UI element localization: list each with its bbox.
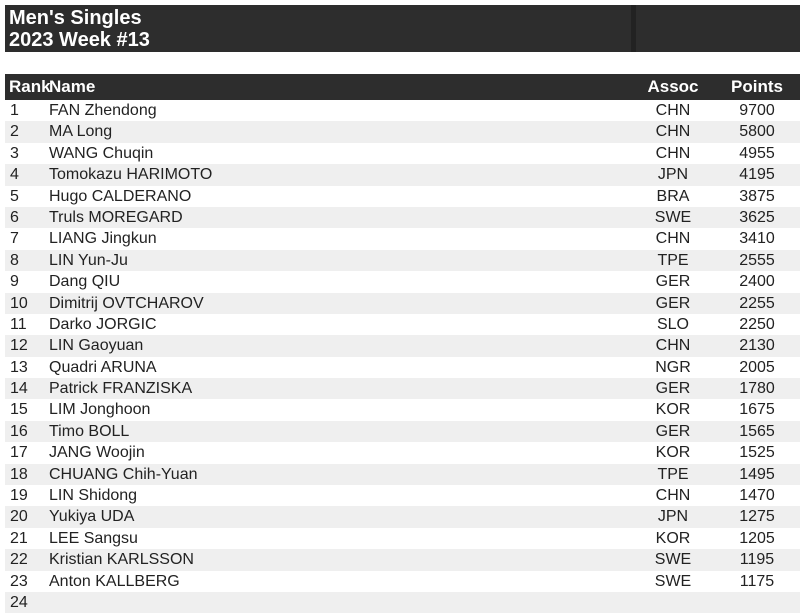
table-row[interactable] — [5, 357, 800, 378]
table-row[interactable] — [5, 228, 800, 249]
points-cell: 1495 — [739, 465, 775, 483]
rank-cell: 9 — [10, 273, 19, 291]
points-cell: 3410 — [739, 230, 775, 248]
page-title: Men's Singles — [9, 7, 142, 29]
points-cell: 3625 — [739, 208, 775, 226]
points-cell: 1780 — [739, 380, 775, 398]
rank-cell: 17 — [10, 444, 28, 462]
rank-cell: 7 — [10, 230, 19, 248]
table-row[interactable] — [5, 186, 800, 207]
rank-cell: 18 — [10, 465, 28, 483]
assoc-cell: JPN — [657, 508, 689, 526]
rank-cell: 20 — [10, 508, 28, 526]
name-cell: Yukiya UDA — [49, 508, 135, 526]
rank-cell: 6 — [10, 208, 19, 226]
table-row[interactable] — [5, 464, 800, 485]
assoc-cell: SWE — [654, 208, 692, 226]
table-row[interactable] — [5, 506, 800, 527]
table-row[interactable] — [5, 271, 800, 292]
points-cell: 1525 — [739, 444, 775, 462]
points-cell: 4955 — [739, 144, 775, 162]
rank-cell: 15 — [10, 401, 28, 419]
assoc-cell: TPE — [657, 465, 689, 483]
rank-cell: 16 — [10, 422, 28, 440]
table-row[interactable] — [5, 592, 800, 613]
table-row[interactable] — [5, 164, 800, 185]
points-cell: 4195 — [739, 166, 775, 184]
points-cell: 1470 — [739, 487, 775, 505]
points-cell: 3875 — [739, 187, 775, 205]
table-row[interactable] — [5, 314, 800, 335]
assoc-cell: CHN — [655, 102, 691, 119]
rank-cell: 19 — [10, 487, 28, 505]
table-row[interactable] — [5, 421, 800, 442]
points-cell: 5800 — [739, 123, 775, 141]
table-row[interactable] — [5, 335, 800, 356]
assoc-cell: CHN — [655, 337, 691, 355]
table-row[interactable] — [5, 549, 800, 570]
name-cell: JANG Woojin — [49, 444, 145, 462]
table-body — [5, 100, 800, 613]
assoc-cell: CHN — [655, 487, 691, 505]
assoc-cell: GER — [655, 380, 691, 398]
header-assoc[interactable]: Assoc — [647, 77, 699, 96]
rank-cell: 3 — [10, 144, 19, 162]
name-cell: Quadri ARUNA — [49, 358, 157, 376]
points-cell: 9700 — [739, 102, 775, 119]
points-cell: 2130 — [739, 337, 775, 355]
rank-cell: 1 — [10, 102, 19, 119]
name-cell: MA Long — [49, 123, 113, 141]
points-cell: 1275 — [739, 508, 775, 526]
rank-cell: 10 — [10, 294, 28, 312]
assoc-cell: NGR — [655, 358, 691, 376]
assoc-cell: BRA — [656, 187, 690, 205]
points-cell: 2400 — [739, 273, 775, 291]
assoc-cell: GER — [655, 273, 691, 291]
assoc-cell: GER — [655, 422, 691, 440]
name-cell: Kristian KARLSSON — [49, 551, 194, 569]
table-row[interactable] — [5, 571, 800, 592]
table-row[interactable] — [5, 485, 800, 506]
assoc-cell: JPN — [657, 166, 689, 184]
assoc-cell: TPE — [657, 251, 689, 269]
table-row[interactable] — [5, 121, 800, 142]
points-cell: 1565 — [739, 422, 775, 440]
name-cell: Truls MOREGARD — [49, 208, 183, 226]
assoc-cell: KOR — [655, 444, 691, 462]
assoc-cell: KOR — [655, 401, 691, 419]
name-cell: Anton KALLBERG — [49, 572, 180, 590]
name-cell: WANG Chuqin — [49, 144, 154, 162]
assoc-cell: KOR — [655, 529, 691, 547]
table-row[interactable] — [5, 100, 800, 121]
title-block — [5, 5, 800, 52]
name-cell: Darko JORGIC — [49, 315, 157, 333]
table-row[interactable] — [5, 207, 800, 228]
name-cell: LIN Yun-Ju — [49, 251, 128, 269]
rank-cell: 5 — [10, 187, 19, 205]
name-cell: LEE Sangsu — [49, 529, 138, 547]
assoc-cell: SWE — [654, 572, 692, 590]
points-cell: 2005 — [739, 358, 775, 376]
rank-cell: 24 — [10, 593, 28, 611]
rank-cell: 8 — [10, 251, 19, 269]
table-row[interactable] — [5, 143, 800, 164]
header-points[interactable]: Points — [731, 77, 783, 96]
rank-cell: 23 — [10, 572, 28, 590]
name-cell: Tomokazu HARIMOTO — [49, 166, 213, 184]
points-cell: 2255 — [739, 294, 775, 312]
name-cell: Patrick FRANZISKA — [49, 380, 193, 398]
table-row[interactable] — [5, 528, 800, 549]
rank-cell: 12 — [10, 337, 28, 355]
title-divider — [631, 5, 636, 52]
table-row[interactable] — [5, 378, 800, 399]
assoc-cell: SLO — [656, 315, 689, 333]
table-row[interactable] — [5, 250, 800, 271]
rank-cell: 13 — [10, 358, 28, 376]
points-cell: 1175 — [739, 572, 775, 590]
assoc-cell: CHN — [655, 144, 691, 162]
name-cell: LIANG Jingkun — [49, 230, 157, 248]
name-cell: CHUANG Chih-Yuan — [49, 465, 198, 483]
name-cell: Dang QIU — [49, 273, 121, 291]
header-name[interactable]: Name — [49, 77, 96, 96]
page-subtitle: 2023 Week #13 — [9, 29, 150, 51]
name-cell: LIN Gaoyuan — [49, 337, 144, 355]
name-cell: LIN Shidong — [49, 487, 138, 505]
rank-cell: 22 — [10, 551, 28, 569]
table-header — [5, 74, 800, 100]
table-row[interactable] — [5, 293, 800, 314]
assoc-cell: CHN — [655, 230, 691, 248]
rank-cell: 4 — [10, 166, 19, 184]
rank-cell: 2 — [10, 123, 19, 141]
name-cell: FAN Zhendong — [49, 102, 157, 119]
assoc-cell: CHN — [655, 123, 691, 141]
header-rank[interactable]: Rank — [9, 77, 51, 96]
rank-cell: 14 — [10, 380, 28, 398]
name-cell: LIM Jonghoon — [49, 401, 151, 419]
points-cell: 1675 — [739, 401, 775, 419]
table-row[interactable] — [5, 442, 800, 463]
rank-cell: 11 — [10, 315, 27, 333]
rankings-table — [5, 74, 800, 613]
rank-cell: 21 — [10, 529, 28, 547]
assoc-cell: SWE — [654, 551, 692, 569]
points-cell: 1195 — [739, 551, 775, 569]
points-cell: 1205 — [739, 529, 775, 547]
assoc-cell: GER — [655, 294, 691, 312]
points-cell: 2555 — [739, 251, 775, 269]
name-cell: Hugo CALDERANO — [49, 187, 192, 205]
name-cell: Dimitrij OVTCHAROV — [49, 294, 204, 312]
table-row[interactable] — [5, 399, 800, 420]
name-cell: Timo BOLL — [49, 422, 130, 440]
points-cell: 2250 — [739, 315, 775, 333]
